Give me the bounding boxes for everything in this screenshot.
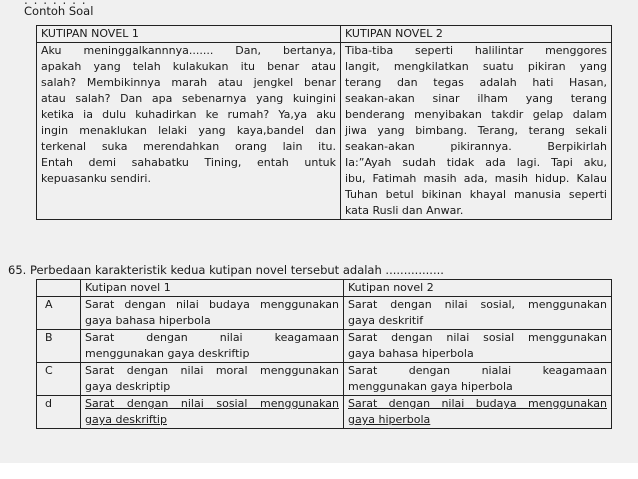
option-novel2 (344, 297, 612, 330)
option-line: Sarat dengan nilai sosial menggunakan (348, 331, 607, 344)
question-text: Perbedaan karakteristik kedua kutipan novel tersebut adalah ................ (29, 263, 444, 277)
table-row (37, 43, 612, 220)
option-line: menggunakan gaya hiperbola (348, 380, 513, 393)
option-row (37, 396, 612, 429)
option-line: Sarat dengan nialai keagamaan (348, 364, 607, 377)
option-line: Sarat dengan nilai moral menggunakan (85, 364, 339, 377)
option-line: Sarat dengan nilai budaya menggunakan (85, 298, 339, 311)
option-letter: B (37, 330, 81, 363)
question-line (8, 263, 444, 277)
option-novel1 (81, 363, 344, 396)
option-line: Sarat dengan nilai budaya menggunakan (348, 397, 607, 410)
option-line: gaya bahasa hiperbola (348, 347, 474, 360)
option-novel2 (344, 396, 612, 429)
header-novel-1: KUTIPAN NOVEL 1 (37, 26, 341, 43)
option-novel1 (81, 297, 344, 330)
excerpt-line: ingin menaklukan lelaki yang kaya,bandel dan (41, 124, 336, 137)
excerpt-line: salah? Membikinnya marah atau jengkel benar (41, 76, 336, 89)
header-option-novel-1: Kutipan novel 1 (81, 280, 344, 297)
answer-options-table (36, 279, 612, 429)
excerpt-line: Tuhan betul bikinan khayal manusia seperti (345, 188, 607, 201)
option-line: Sarat dengan nilai sosial, menggunakan (348, 298, 607, 311)
excerpt-line: Aku meninggalkannnya....... Dan, bertanya, (41, 44, 336, 57)
header-option-novel-2: Kutipan novel 2 (344, 280, 612, 297)
table-header-row (37, 26, 612, 43)
excerpt-line: benderang menyibakan takdir gelap dalam (345, 108, 607, 121)
excerpt-line: terang dan tegas adalah hati Hasan, (345, 76, 607, 89)
excerpt-line: ketika ia dulu kuhadirkan ke rumah? Ya,ya aku (41, 108, 336, 121)
option-letter: A (37, 297, 81, 330)
excerpt-line: Tiba-tiba seperti halilintar menggores (345, 44, 607, 57)
option-line: menggunakan gaya deskriftip (85, 347, 250, 360)
header-letter (37, 280, 81, 297)
excerpt-line: apakah yang telah kulakukan itu benar atau (41, 60, 336, 73)
option-row (37, 363, 612, 396)
excerpt-line: ibu, Fatimah masih ada, masih hidup. Kalau (345, 172, 607, 185)
option-line: Sarat dengan nilai keagamaan (85, 331, 339, 344)
section-heading: Contoh Soal (24, 4, 94, 18)
option-row (37, 330, 612, 363)
novel-1-excerpt (37, 43, 341, 220)
option-line: gaya hiperbola (348, 413, 431, 426)
excerpt-line: kata Rusli dan Anwar. (345, 204, 464, 217)
excerpt-line: kepuasanku sendiri. (41, 172, 151, 185)
option-line: gaya bahasa hiperbola (85, 314, 211, 327)
option-letter: d (37, 396, 81, 429)
excerpt-line: Entah demi sahabatku Tining, entah untuk (41, 156, 336, 169)
excerpt-line: atau salah? Dan apa sebenarnya yang kuingini (41, 92, 336, 105)
option-novel2 (344, 363, 612, 396)
option-novel2 (344, 330, 612, 363)
option-line: gaya deskriftip (85, 413, 167, 426)
excerpt-line: jiwa yang bimbang. Terang, terang sekali (345, 124, 607, 137)
option-novel1 (81, 330, 344, 363)
option-letter: C (37, 363, 81, 396)
excerpt-line: seakan-akan pikirannya. Berpikirlah (345, 140, 607, 153)
option-line: gaya deskriptip (85, 380, 171, 393)
novel-excerpt-table (36, 25, 612, 220)
question-number: 65. (8, 263, 27, 277)
novel-2-excerpt (341, 43, 612, 220)
table-header-row (37, 280, 612, 297)
option-row (37, 297, 612, 330)
option-novel1 (81, 396, 344, 429)
cut-off-text: . . . . . . . (24, 0, 87, 7)
option-line: gaya deskritif (348, 314, 424, 327)
excerpt-line: Ia:”Ayah sudah tidak ada lagi. Tapi aku, (345, 156, 607, 169)
option-line: Sarat dengan nilai sosial menggunakan (85, 397, 339, 410)
header-novel-2: KUTIPAN NOVEL 2 (341, 26, 612, 43)
excerpt-line: langit, mengkilatkan suatu pikiran yang (345, 60, 607, 73)
excerpt-line: terkenal suka merendahkan orang lain itu. (41, 140, 336, 153)
excerpt-line: seakan-akan sinar ilham yang terang (345, 92, 607, 105)
